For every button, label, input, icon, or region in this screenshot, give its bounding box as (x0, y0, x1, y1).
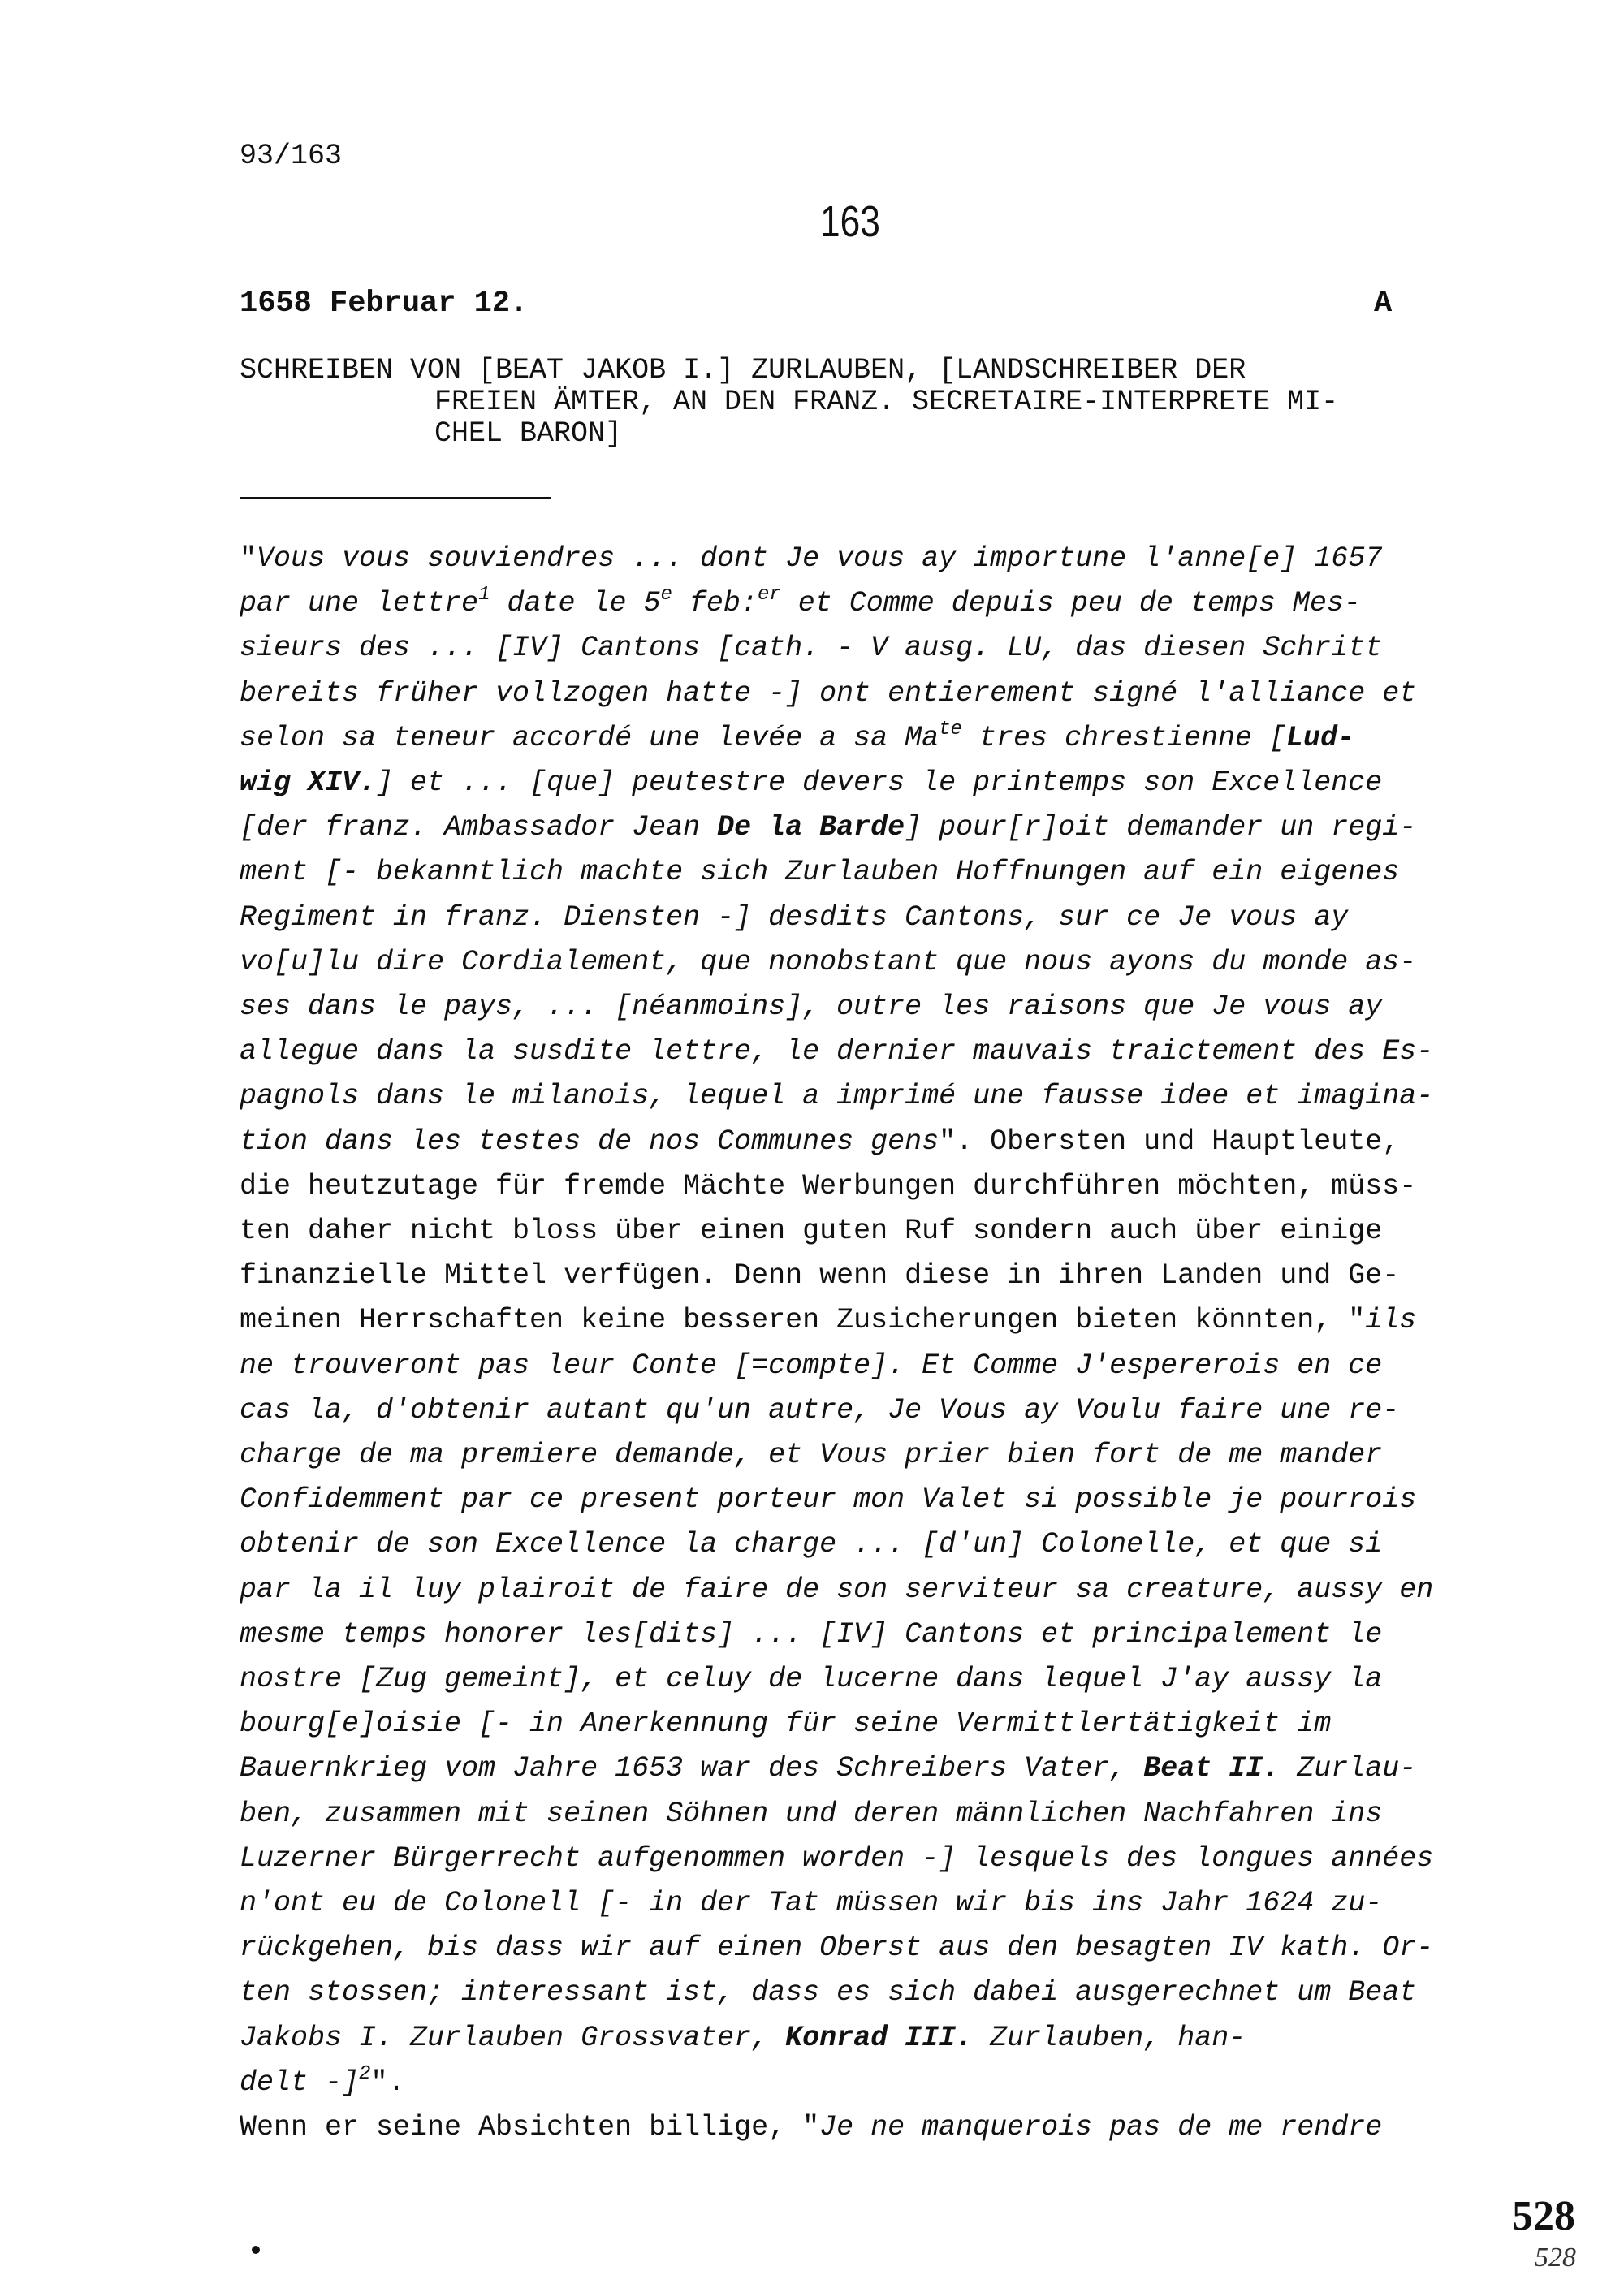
text-segment: Wenn er seine Absichten billige, " (240, 2111, 820, 2143)
text-segment: Zurlauben, han- (973, 2021, 1246, 2054)
body-line (240, 2022, 1246, 2054)
text-segment: Zurlau- (1280, 1752, 1417, 1785)
text-segment: ment [- bekanntlich machte sich Zurlauben Hoffnungen auf ein eigenes (240, 856, 1400, 889)
text-segment: vo[u]lu dire Cordialement, que nonobstant que nous ayons du monde as- (240, 945, 1417, 978)
body-line (240, 1798, 1382, 1830)
body-line (240, 991, 1382, 1023)
text-segment: selon sa teneur accordé une levée a sa Ma (240, 721, 939, 754)
text-segment: Bauernkrieg vom Jahre 1653 war des Schreibers Vater, (240, 1752, 1144, 1785)
body-line (240, 1752, 1416, 1785)
heading-line-3: CHEL BARON] (434, 417, 623, 450)
heading-line-2: FREIEN ÄMTER, AN DEN FRANZ. SECRETAIRE-INTERPRETE MI- (434, 386, 1339, 418)
text-segment: par la il luy plairoit de faire de son serviteur sa creature, aussy en (240, 1573, 1434, 1606)
folio-stamp: 528 (1512, 2193, 1575, 2239)
text-segment: die heutzutage für fremde Mächte Werbungen durchführen möchten, müss- (240, 1169, 1417, 1202)
text-segment: et Comme depuis peu de temps Mes- (780, 587, 1361, 620)
text-segment: feb: (672, 587, 758, 620)
body-line (240, 677, 1416, 710)
text-segment: ten daher nicht bloss über einen guten Ruf sondern auch über einige (240, 1215, 1383, 1247)
text-segment: Vous vous souviendres ... dont Je vous ay importune l'anne[e] 1657 (257, 542, 1383, 575)
text-segment: Luzerner Bürgerrecht aufgenommen worden -] lesquels des longues années (240, 1841, 1434, 1875)
text-segment: ben, zusammen mit seinen Söhnen und deren männlichen Nachfahren ins (240, 1797, 1383, 1830)
text-segment: er (757, 584, 781, 607)
text-segment: " (240, 542, 257, 575)
text-segment: allegue dans la susdite lettre, le dernier mauvais traictement des Es- (240, 1035, 1434, 1068)
body-line (240, 766, 1382, 799)
text-segment: obtenir de son Excellence la charge ... [d'un] Colonelle, et que si (240, 1528, 1383, 1561)
body-line (240, 1842, 1433, 1875)
text-segment: ses dans le pays, ... [néanmoins], outre les raisons que Je vous ay (240, 991, 1383, 1023)
text-segment: te (939, 718, 962, 740)
body-line (240, 856, 1399, 888)
text-segment: Confidemment par ce present porteur mon Valet si possible je pourrois (240, 1483, 1417, 1517)
text-segment: Jakobs I. Zurlauben Grossvater, (240, 2021, 786, 2054)
heading-line-1: SCHREIBEN VON [BEAT JAKOB I.] ZURLAUBEN, [LANDSCHREIBER DER (240, 354, 1246, 386)
text-segment: meinen Herrschaften keine besseren Zusicherungen bieten könnten, " (240, 1304, 1366, 1337)
text-segment: 1 (478, 584, 490, 607)
body-line (240, 1932, 1433, 1964)
text-segment: ". Obersten und Hauptleute, (939, 1125, 1400, 1158)
body-line (240, 1528, 1382, 1561)
body-line (240, 1304, 1416, 1336)
body-line (240, 1349, 1382, 1382)
text-segment: [der franz. Ambassador Jean (240, 811, 718, 844)
text-segment: ne trouveront pas leur Conte [=compte]. Et Comme J'espererois en ce (240, 1349, 1383, 1382)
body-line (240, 718, 1355, 754)
letter-code: A (1374, 287, 1393, 321)
body-line (240, 1574, 1433, 1606)
body-line (240, 542, 1382, 575)
text-segment: Regiment in franz. Diensten -] desdits Cantons, sur ce Je vous ay (240, 900, 1349, 934)
body-line (240, 1618, 1382, 1651)
text-segment: finanzielle Mittel verfügen. Denn wenn diese in ihren Landen und Ge- (240, 1259, 1400, 1293)
body-line (240, 1707, 1331, 1740)
text-segment: cas la, d'obtenir autant qu'un autre, Je Vous ay Voulu faire une re- (240, 1393, 1400, 1427)
text-segment: ] et ... [que] peutestre devers le printemps son Excellence (376, 766, 1383, 799)
body-line (240, 901, 1348, 934)
body-line (240, 1976, 1416, 2009)
body-line (240, 1663, 1382, 1695)
text-segment: e (660, 584, 672, 607)
text-segment: 2 (359, 2062, 371, 2085)
text-segment: De la Barde (717, 811, 905, 844)
body-line (240, 584, 1361, 620)
text-segment: delt -] (240, 2066, 360, 2099)
text-segment: bereits früher vollzogen hatte -] ont entierement signé l'alliance et (240, 676, 1417, 710)
text-segment: Konrad III. (785, 2021, 974, 2054)
body-line (240, 1215, 1382, 1247)
text-segment: Je ne manquerois pas de me rendre (819, 2111, 1383, 2143)
text-segment: Beat II. (1143, 1752, 1281, 1785)
body-line (240, 1439, 1382, 1471)
margin-dot (252, 2246, 260, 2254)
text-segment: sieurs des ... [IV] Cantons [cath. - V ausg. LU, das diesen Schritt (240, 632, 1383, 665)
text-segment: nostre [Zug gemeint], et celuy de lucerne dans lequel J'ay aussy la (240, 1663, 1383, 1695)
text-segment: rückgehen, bis dass wir auf einen Oberst aus den besagten IV kath. Or- (240, 1932, 1434, 1965)
text-segment: mesme temps honorer les[dits] ... [IV] Cantons et principalement le (240, 1617, 1383, 1651)
text-segment: wig XIV. (240, 766, 377, 799)
document-date: 1658 Februar 12. (240, 287, 529, 321)
body-line (240, 946, 1416, 978)
text-segment: par une lettre (240, 587, 479, 620)
text-segment: ten stossen; interessant ist, dass es sich dabei ausgerechnet um Beat (240, 1976, 1417, 2010)
heading-divider (240, 497, 551, 499)
page-number: 163 (820, 197, 880, 246)
body-line (240, 1259, 1399, 1292)
folio-pencil-mark: 528 (1535, 2243, 1576, 2273)
text-segment: date le 5 (490, 587, 661, 620)
text-segment: ". (370, 2066, 405, 2099)
body-line (240, 1394, 1399, 1427)
text-segment: pagnols dans le milanois, lequel a imprimé une fausse idee et imagina- (240, 1080, 1434, 1113)
text-segment: ] pour[r]oit demander un regi- (905, 811, 1417, 844)
text-segment: tres chrestienne [ (961, 721, 1287, 754)
body-line (240, 1125, 1399, 1158)
body-line (240, 1887, 1382, 1919)
text-segment: charge de ma premiere demande, et Vous prier bien fort de me mander (240, 1439, 1383, 1471)
body-line (240, 632, 1382, 664)
text-segment: bourg[e]oisie [- in Anerkennung für seine Vermittlertätigkeit im (240, 1707, 1332, 1741)
body-line (240, 1080, 1433, 1112)
body-line (240, 1483, 1416, 1516)
body-line (240, 2062, 405, 2099)
body-line (240, 2111, 1382, 2143)
body-line (240, 1170, 1416, 1202)
body-line (240, 811, 1416, 844)
document-reference: 93/163 (240, 140, 343, 172)
text-segment: n'ont eu de Colonell [- in der Tat müssen wir bis ins Jahr 1624 zu- (240, 1887, 1383, 1919)
text-segment: ils (1365, 1304, 1417, 1337)
text-segment: tion dans les testes de nos Communes gens (240, 1125, 939, 1158)
body-line (240, 1035, 1433, 1068)
text-segment: Lud- (1286, 721, 1355, 754)
